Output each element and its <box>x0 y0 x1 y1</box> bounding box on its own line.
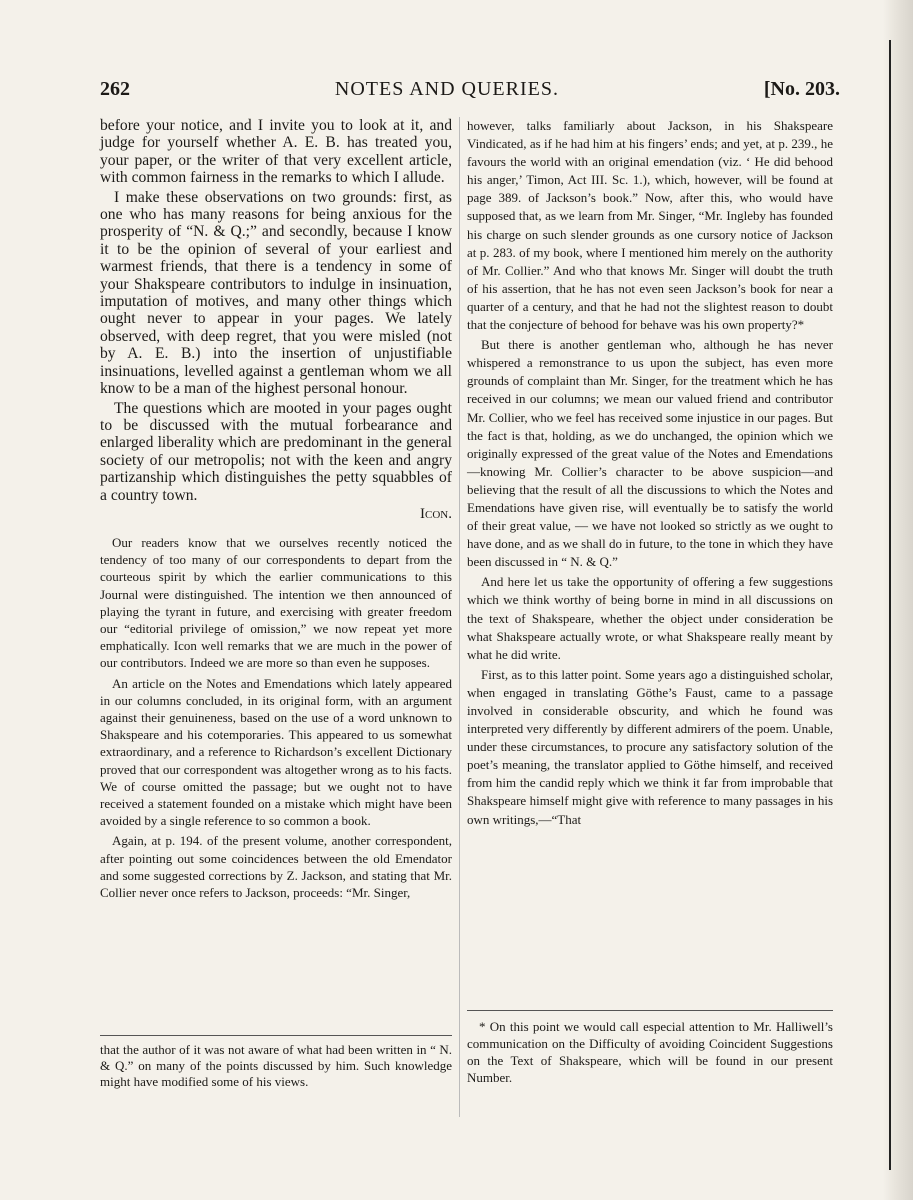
left-column-editorial <box>100 534 452 901</box>
signature: Icon. <box>420 505 452 522</box>
paragraph: Our readers know that we ourselves recently noticed the tendency of too many of our correspondents to depart from the courteous spirit by which the earlier communications to this Journal were distinguished. The intention we then announced of playing the tyrant in future, and exercising with greater freedom our “editorial privilege of omission,” we now repeat yet more emphatically. Icon well remarks that we are much in the power of our contributors. Indeed we are more so than even he supposes. <box>100 535 452 671</box>
paragraph: before your notice, and I invite you to look at it, and judge for yourself whether A. E. B. has treated you, your paper, or the writer of that very excellent article, with common fairness in the remarks to which I allude. <box>100 117 452 187</box>
journal-title: NOTES AND QUERIES. <box>334 78 559 100</box>
running-header <box>100 78 840 104</box>
footnote-text: that the author of it was not aware of what had been written in “ N. & Q.” on many of the points discussed by him. Such knowledge might have modified some of his views. <box>100 1042 452 1090</box>
right-footnote <box>467 1018 833 1086</box>
page-number: 262 <box>100 78 130 100</box>
footnote-rule <box>100 1035 452 1036</box>
page-edge <box>883 0 913 1200</box>
paragraph: And here let us take the opportunity of offering a few suggestions which we think worthy of being borne in mind in all discussions on the text of Shakspeare, whether the object under consideration be what Shakspeare actually wrote, or what Shakspeare really meant by what he did write. <box>467 574 833 662</box>
paragraph: The questions which are mooted in your pages ought to be discussed with the mutual forbearance and enlarged liberality which are predominant in the general society of our metropolis; not with the keen and angry partizanship which distinguishes the petty squabbles of a country town. <box>100 399 452 504</box>
paragraph: however, talks familiarly about Jackson, in his Shakspeare Vindicated, as if he had him at his fingers’ ends; and yet, at p. 239., he favours the world with an original emendation (viz. ‘ He did behood his anger,’ Timon, Act III. Sc. 1.), which, however, will be found at page 389. of Jackson’s book.” Now, after this, who would have supposed that, as we learn from Mr. Singer, “Mr. Ingleby has founded his charge on such slender grounds as one cursory notice of Jackson at p. 283. of my book, where I mentioned him merely on the authority of Mr. Collier.” And who that knows Mr. Singer will doubt the truth of his assertion, that he has not even seen Jackson’s book for near a quarter of a century, and that he had not the slightest reason to doubt that the conjecture of behood for behave was his own property?* <box>467 118 833 333</box>
left-footnote <box>100 1042 452 1091</box>
right-column <box>467 117 833 829</box>
left-column-letter <box>100 117 452 523</box>
paragraph: But there is another gentleman who, although he has never whispered a remonstrance to us upon the subject, has even more grounds of complaint than Mr. Singer, for the treatment which he has received in our columns; we mean our valued friend and contributor Mr. Collier, who we feel has received some injustice in our pages. But the fact is that, holding, as we do unchanged, the opinion which we originally expressed of the great value of the Notes and Emendations—knowing Mr. Collier’s character to be above suspicion—and believing that the result of all the discussions to which the Notes and Emendations have given rise, will eventually be to satisfy the world of their great value, — we have not looked so strictly as we ought to have done, and as we shall do in future, to the tone in which they have been discussed in “ N. & Q.” <box>467 337 833 570</box>
paragraph: An article on the Notes and Emendations which lately appeared in our columns concluded, in its original form, with an argument against their genuineness, based on the use of a word unknown to Shakspeare and his cotemporaries. This appeared to us somewhat extraordinary, and a reference to Richardson’s excellent Dictionary proved that our correspondent was altogether wrong as to his facts. We of course omitted the passage; but we ought not to have received a statement founded on a mistake which might have been avoided by a single reference to so common a book. <box>100 675 452 829</box>
paragraph: First, as to this latter point. Some years ago a distinguished scholar, when engaged in translating Göthe’s Faust, came to a passage involved in considerable obscurity, and which he found was interpreted very differently by different admirers of the poem. Unable, under these circumstances, to procure any satisfactory solution of the poet’s meaning, the translator applied to Göthe himself, and received from him the candid reply which we think it far from improbable that Shakspeare himself might give with reference to many passages in his own writings,—“That <box>467 666 833 827</box>
footnote-text: * On this point we would call especial attention to Mr. Halliwell’s communication on the Difficulty of avoiding Coincident Suggestions on the Text of Shakspeare, which will be found in our present Number. <box>467 1019 833 1085</box>
footnote-rule <box>467 1010 833 1011</box>
paragraph: I make these observations on two grounds: first, as one who has many reasons for being anxious for the prosperity of “N. & Q.;” and secondly, because I know it to be the opinion of several of your earliest and warmest friends, that there is a tendency in some of your Shakspeare contributors to indulge in insinuation, imputation of motives, and many other things which ought never to appear in your pages. We lately observed, with deep regret, that you were misled (not by A. E. B.) into the insertion of unjustifiable insinuations, levelled against a gentleman whom we all know to be a man of the highest personal honour. <box>100 188 452 398</box>
issue-number: [No. 203. <box>763 78 840 100</box>
column-divider <box>459 117 460 1117</box>
paragraph: Again, at p. 194. of the present volume, another correspondent, after pointing out some coincidences between the old Emendator and some suggested corrections by Z. Jackson, and stating that Mr. Collier never once refers to Jackson, proceeds: “Mr. Singer, <box>100 833 452 901</box>
binding-line <box>889 40 891 1170</box>
